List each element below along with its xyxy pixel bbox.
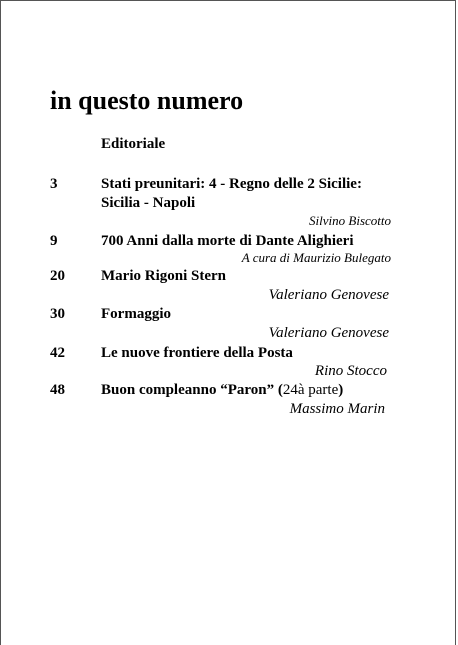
article-author: Valeriano Genovese xyxy=(268,287,389,303)
page-number: 42 xyxy=(50,345,65,361)
article-title-line1: Stati preunitari: 4 - Regno delle 2 Sicilie: xyxy=(101,176,362,192)
page-heading: in questo numero xyxy=(50,86,244,115)
page-number: 30 xyxy=(50,306,65,322)
page-number: 3 xyxy=(50,176,58,192)
article-title: Formaggio xyxy=(101,306,171,322)
article-title-line2: Sicilia - Napoli xyxy=(101,195,196,211)
article-author: Silvino Biscotto xyxy=(309,213,391,228)
article-title: Mario Rigoni Stern xyxy=(101,268,226,284)
page-number: 20 xyxy=(50,268,65,284)
article-author: Valeriano Genovese xyxy=(268,325,389,341)
article-author: A cura di Maurizio Bulegato xyxy=(241,250,391,265)
article-title: Le nuove frontiere della Posta xyxy=(101,345,293,361)
page-number: 48 xyxy=(50,382,65,398)
article-title-part: 24à parte xyxy=(282,382,339,398)
article-title-close: ) xyxy=(338,382,344,398)
article-title xyxy=(101,382,343,399)
editorial-label: Editoriale xyxy=(101,136,166,152)
article-author: Rino Stocco xyxy=(314,363,387,379)
article-title-main: Buon compleanno “Paron” ( xyxy=(101,382,283,398)
page-number: 9 xyxy=(50,233,58,249)
article-title: 700 Anni dalla morte di Dante Alighieri xyxy=(101,233,354,249)
article-author: Massimo Marin xyxy=(289,401,385,417)
